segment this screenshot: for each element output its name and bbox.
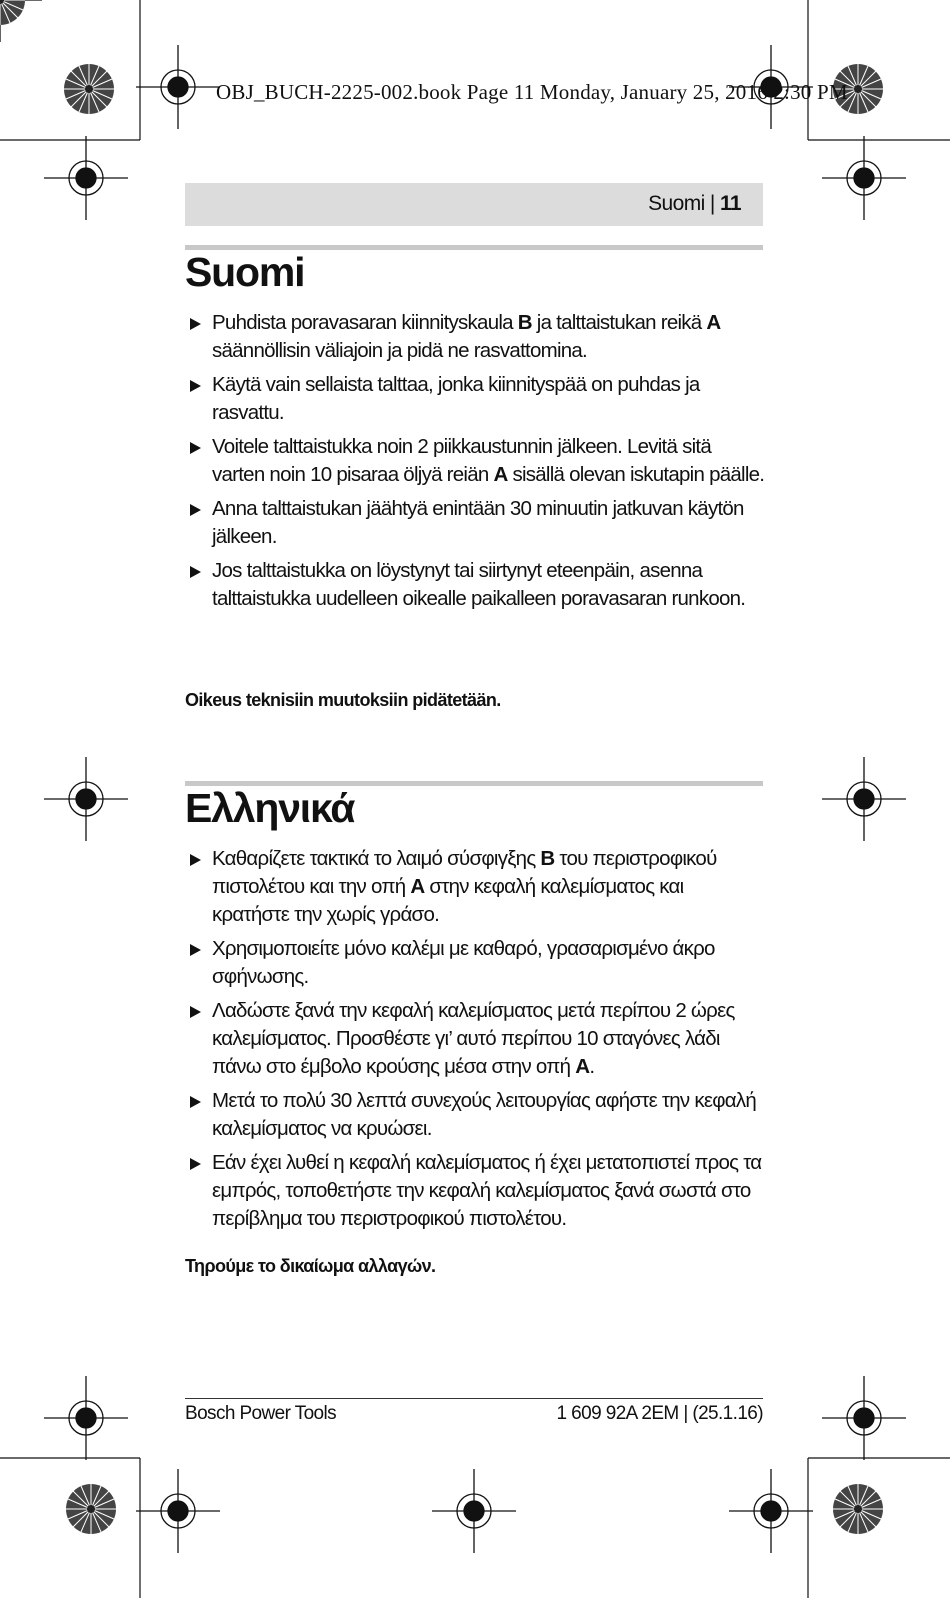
bullet-triangle-icon	[190, 1006, 201, 1018]
list-item	[185, 309, 765, 365]
item-text: του περιστροφικού πιστολέτου και την οπή	[212, 847, 717, 898]
note-greek: Τηρούμε το δικαίωμα αλλαγών.	[185, 1256, 436, 1276]
part-label: A	[410, 875, 425, 898]
item-text: sisällä olevan iskutapin päälle.	[507, 463, 765, 486]
section-title-suomi: Suomi	[185, 249, 305, 295]
bullet-triangle-icon	[190, 442, 201, 454]
bullet-triangle-icon	[190, 1158, 201, 1170]
item-text: .	[589, 1055, 595, 1078]
item-text: Käytä vain sellaista talttaa, jonka kiinnityspää on puhdas ja rasvattu.	[212, 373, 700, 424]
running-header	[185, 183, 763, 226]
page-number: 11	[720, 192, 741, 215]
item-text: säännöllisin väliajoin ja pidä ne rasvattomina.	[212, 339, 587, 362]
part-label: A	[706, 311, 721, 334]
section-title-greek: Ελληνικά	[185, 785, 355, 831]
list-item	[185, 1087, 765, 1143]
list-item	[185, 935, 765, 991]
list-item	[185, 1149, 765, 1233]
item-text: Καθαρίζετε τακτικά το λαιμό σύσφιγξης	[212, 847, 541, 870]
item-text: Anna talttaistukan jäähtyä enintään 30 minuutin jatkuvan käytön jälkeen.	[212, 497, 744, 548]
bullet-triangle-icon	[190, 318, 201, 330]
list-item	[185, 495, 765, 551]
part-label: B	[517, 311, 532, 334]
bullet-triangle-icon	[190, 566, 201, 578]
item-text: Puhdista poravasaran kiinnityskaula	[212, 311, 518, 334]
bullet-triangle-icon	[190, 504, 201, 516]
list-item	[185, 557, 765, 613]
part-label: A	[493, 463, 508, 486]
item-text: ja talttaistukan reikä	[531, 311, 707, 334]
footer-brand: Bosch Power Tools	[185, 1403, 337, 1424]
running-header-language: Suomi |	[648, 192, 720, 215]
bullet-triangle-icon	[190, 1096, 201, 1108]
print-job-header: OBJ_BUCH-2225-002.book Page 11 Monday, January 25, 2016 2:30 PM	[216, 80, 848, 104]
footer-rule	[185, 1398, 763, 1399]
item-text: Χρησιμοποιείτε μόνο καλέμι με καθαρό, γρασαρισμένο άκρο σφήνωσης.	[212, 937, 715, 988]
running-header-text	[648, 192, 741, 216]
item-text: Voitele talttaistukka noin 2 piikkaustunnin jälkeen. Levitä sitä varten noin 10 pisaraa öljyä reiän	[212, 435, 712, 486]
part-label: A	[575, 1055, 590, 1078]
item-text: Εάν έχει λυθεί η κεφαλή καλεμίσματος ή έχει μετατοπιστεί προς τα εμπρός, τοποθετήστε την κεφαλή καλεμίσματος ξανά σωστά στο περίβλημα του περιστροφικού πιστολέτου.	[212, 1151, 762, 1230]
list-item	[185, 371, 765, 427]
bullet-triangle-icon	[190, 854, 201, 866]
list-item	[185, 433, 765, 489]
note-suomi: Oikeus teknisiin muutoksiin pidätetään.	[185, 690, 501, 710]
footer-doc-number: 1 609 92A 2EM | (25.1.16)	[556, 1403, 763, 1424]
part-label: B	[540, 847, 555, 870]
bullet-list-suomi	[185, 309, 765, 619]
bullet-triangle-icon	[190, 944, 201, 956]
item-text: στην κεφαλή καλεμίσματος και κρατήστε την χωρίς γράσο.	[212, 875, 684, 926]
item-text: Jos talttaistukka on löystynyt tai siirtynyt eteenpäin, asenna talttaistukka uudelleen oikealle paikalleen poravasaran runkoon.	[212, 559, 746, 610]
item-text: Λαδώστε ξανά την κεφαλή καλεμίσματος μετά περίπου 2 ώρες καλεμίσματος. Προσθέστε γι’ αυτό περίπου 10 σταγόνες λάδι πάνω στο έμβολο κρούσης μέσα στην οπή	[212, 999, 735, 1078]
bullet-list-greek	[185, 845, 765, 1239]
list-item	[185, 845, 765, 929]
bullet-triangle-icon	[190, 380, 201, 392]
list-item	[185, 997, 765, 1081]
item-text: Μετά το πολύ 30 λεπτά συνεχούς λειτουργίας αφήστε την κεφαλή καλεμίσματος να κρυώσει.	[212, 1089, 757, 1140]
